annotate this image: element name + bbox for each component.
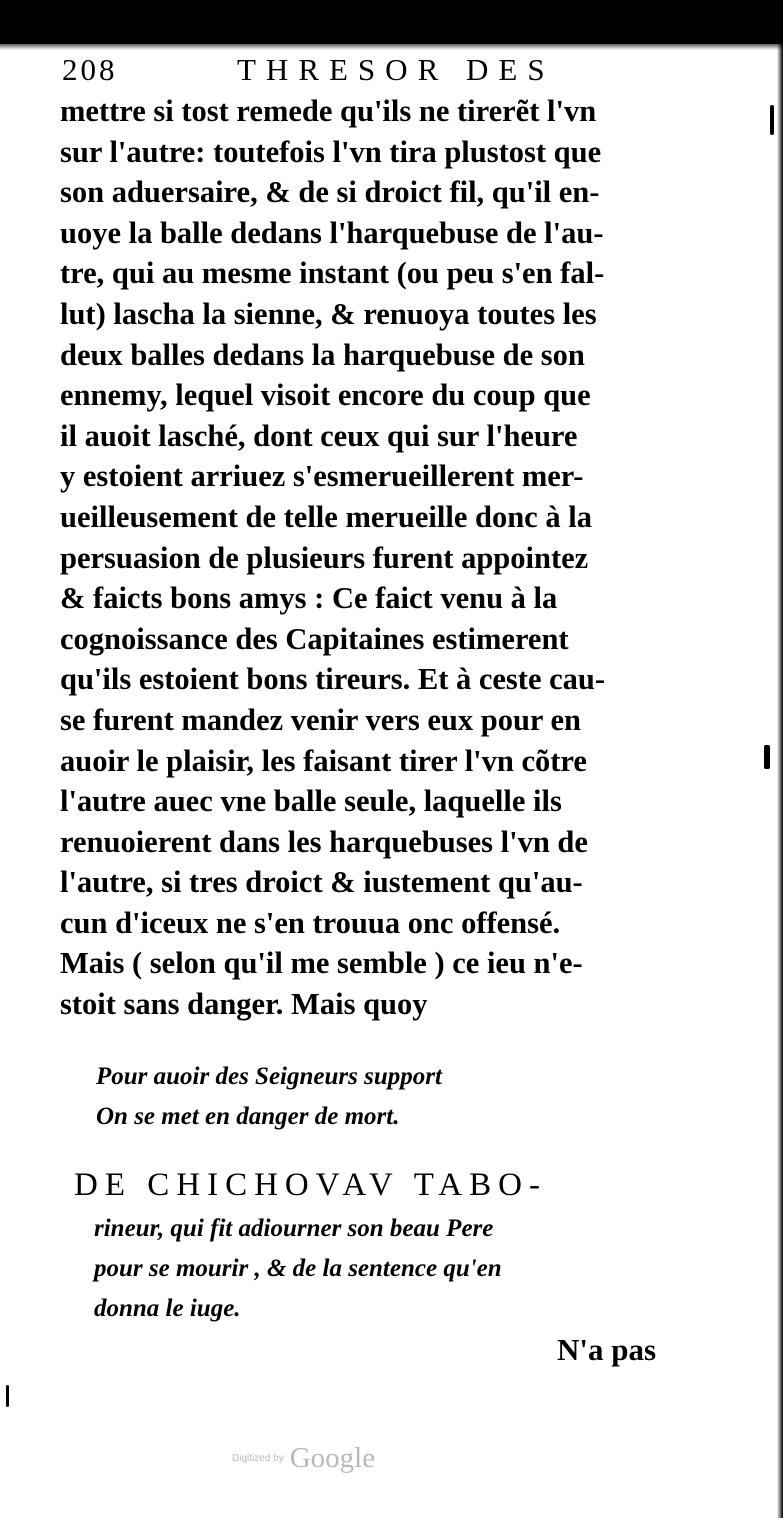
margin-speck [6,1385,9,1407]
body-line: cognoissance des Capitaines estimerent [60,621,569,656]
verse-line: On se met en danger de mort. [96,1103,400,1130]
verse-line: Pour auoir des Seigneurs support [96,1063,442,1090]
body-line: tre, qui au mesme instant (ou peu s'en fal- [60,256,605,291]
body-line: Mais ( selon qu'il me semble ) ce ieu n'e- [60,946,583,981]
page-number: 208 [62,52,118,87]
catchword: N'a pas [557,1332,657,1367]
body-line: son aduersaire, & de si droict fil, qu'il en- [60,175,600,210]
subtitle-line: rineur, qui fit adiourner son beau Pere [94,1215,494,1242]
body-line: l'autre, si tres droict & iustement qu'au- [60,865,583,900]
scan-binding-edge [777,0,783,1518]
google-logo: Google [289,1442,376,1474]
verse-couplet [96,1057,596,1137]
running-title: THRESOR DES [237,52,555,87]
body-line: deux balles dedans la harquebuse de son [60,337,585,372]
body-text [60,91,685,1025]
body-line: se furent mandez venir vers eux pour en [60,702,582,737]
body-line: ennemy, lequel visoit encore du coup que [60,378,591,413]
body-line: lut) lascha la sienne, & renuoya toutes les [60,296,597,331]
body-line: mettre si tost remede qu'ils ne tirerẽt l'vn [60,94,597,128]
body-line: cun d'iceux ne s'en trouua onc offensé. [60,905,561,940]
body-line: l'autre auec vne balle seule, laquelle ils [60,784,562,819]
body-line: persuasion de plusieurs furent appointez [60,540,589,575]
body-line: ueilleusement de telle merueille donc à la [60,499,592,534]
subtitle-line: pour se mourir , & de la sentence qu'en [94,1255,502,1282]
body-line: renuoierent dans les harquebuses l'vn de [60,824,588,859]
page-header [62,52,692,92]
scan-top-edge [0,0,783,44]
body-line: uoye la balle dedans l'harquebuse de l'au- [60,215,604,250]
subtitle-line: donna le iuge. [94,1295,241,1322]
digitized-prefix: Digitized by [232,1453,284,1464]
body-line: sur l'autre: toutefois l'vn tira plustost que [60,134,602,169]
margin-speck [770,105,774,135]
body-line: auoir le plaisir, les faisant tirer l'vn cõtre [60,743,587,778]
body-line: il auoit lasché, dont ceux qui sur l'heure [60,418,578,453]
section-subtitle [94,1209,694,1329]
body-line: y estoient arriuez s'esmerueillerent mer- [60,459,584,494]
body-line: qu'ils estoient bons tireurs. Et à ceste cau- [60,662,606,697]
digitized-watermark [232,1442,375,1475]
margin-speck [764,745,770,769]
body-line: & faicts bons amys : Ce faict venu à la [60,581,558,616]
body-line: stoit sans danger. Mais quoy [60,987,428,1022]
section-heading: DE CHICHOVAV TABO- [74,1167,547,1203]
